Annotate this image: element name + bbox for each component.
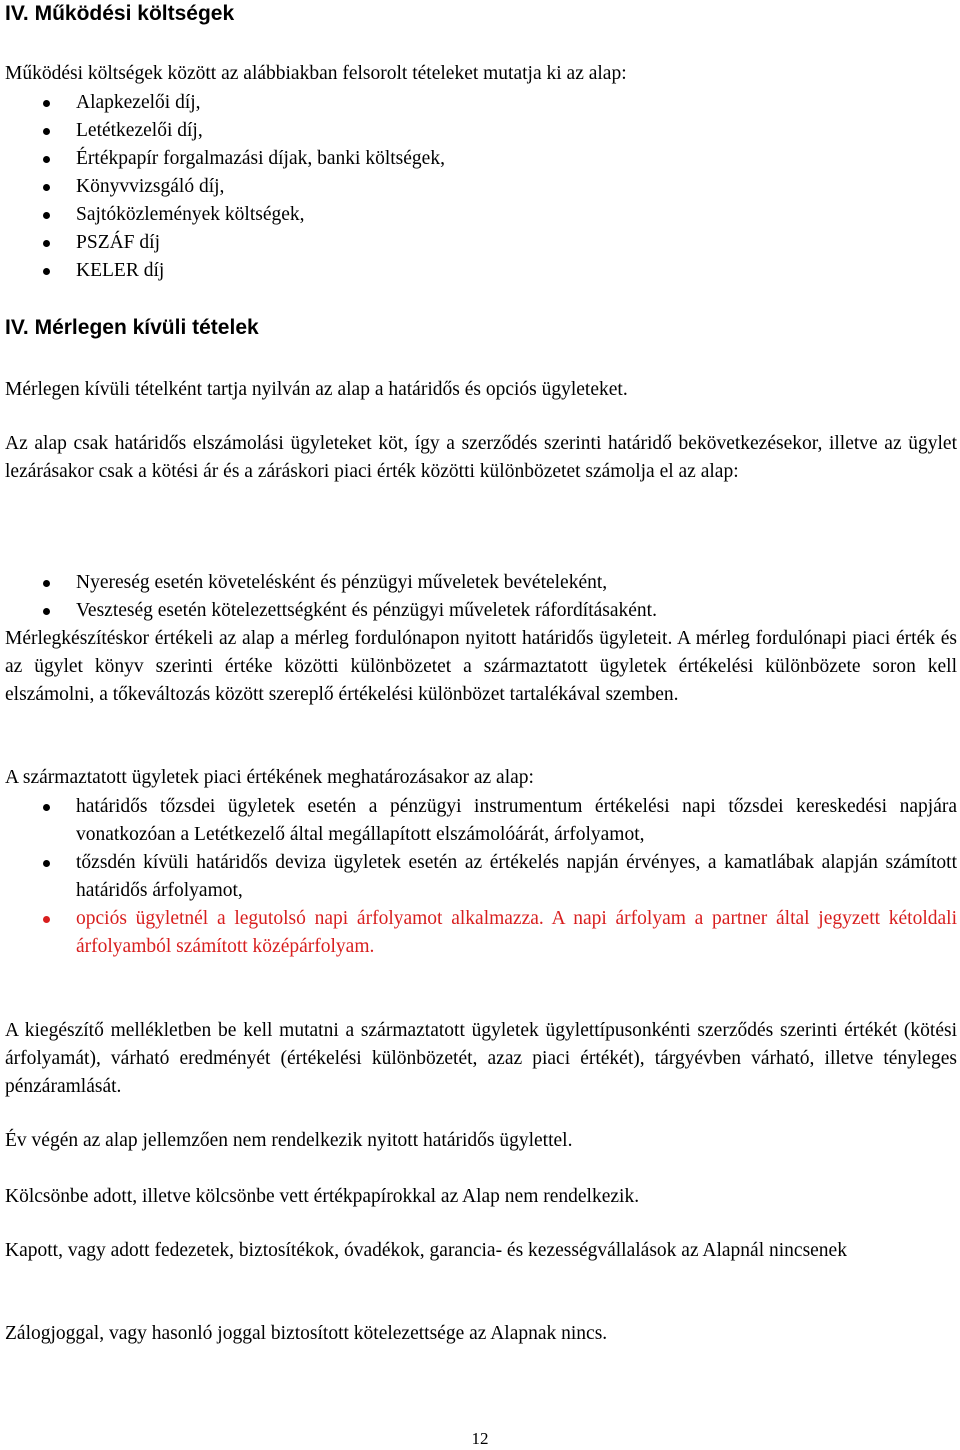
profit-loss-list	[5, 569, 957, 625]
operating-costs-intro: Működési költségek között az alábbiakban felsorolt tételeket mutatja ki az alap:	[5, 63, 627, 84]
bullet-icon	[43, 128, 50, 135]
bullet-icon	[43, 860, 50, 867]
list-item: Könyvvizsgáló díj,	[5, 173, 957, 201]
bullet-icon	[43, 804, 50, 811]
list-item: KELER díj	[5, 257, 957, 285]
bullet-icon	[43, 580, 50, 587]
list-item: Nyereség esetén követelésként és pénzügyi műveletek bevételeként,	[5, 569, 957, 597]
bullet-icon	[43, 212, 50, 219]
operating-costs-list	[5, 89, 957, 285]
section-heading-off-balance: IV. Mérlegen kívüli tételek	[5, 316, 259, 339]
section-heading-operating-costs: IV. Működési költségek	[5, 2, 235, 25]
collateral-paragraph: Kapott, vagy adott fedezetek, biztosítékok, óvadékok, garancia- és kezességvállalások az Alapnál nincsenek	[5, 1240, 847, 1261]
year-end-paragraph: Év végén az alap jellemzően nem rendelkezik nyitott határidős ügylettel.	[5, 1130, 573, 1151]
list-item: Alapkezelői díj,	[5, 89, 957, 117]
list-item-highlighted: opciós ügyletnél a legutolsó napi árfolyamot alkalmazza. A napi árfolyam a partner által jegyzett kétoldali árfolyamból számított középárfolyam.	[5, 905, 957, 961]
derivatives-valuation-list	[5, 793, 957, 961]
list-item: határidős tőzsdei ügyletek esetén a pénzügyi instrumentum értékelési napi tőzsdei kereskedési napjára vonatkozóan a Letétkezelő által megállapított elszámolóárát, árfolyamot,	[5, 793, 957, 849]
bullet-icon	[43, 240, 50, 247]
derivatives-intro: A származtatott ügyletek piaci értékének meghatározásakor az alap:	[5, 767, 534, 788]
valuation-paragraph: Mérlegkészítéskor értékeli az alap a mérleg fordulónapon nyitott határidős ügyleteit. A mérleg fordulónapi piaci érték és az ügylet könyv szerinti értéke közötti különbözetet a származtatott ügyletek értékelési különbözete soron kell elszámolni, a tőkeváltozás között szereplő értékelési különbözet tartalékával szemben.	[5, 628, 957, 705]
list-item: Sajtóközlemények költségek,	[5, 201, 957, 229]
list-item: Letétkezelői díj,	[5, 117, 957, 145]
bullet-icon	[43, 916, 50, 923]
lien-paragraph: Zálogjoggal, vagy hasonló joggal biztosított kötelezettsége az Alapnak nincs.	[5, 1323, 608, 1344]
bullet-icon	[43, 100, 50, 107]
bullet-icon	[43, 268, 50, 275]
list-item: PSZÁF díj	[5, 229, 957, 257]
list-item: Veszteség esetén kötelezettségként és pénzügyi műveletek ráfordításaként.	[5, 597, 957, 625]
page-number: 12	[471, 1429, 489, 1448]
supplement-paragraph: A kiegészítő mellékletben be kell mutatni a származtatott ügyletek ügylettípusonkénti szerződés szerinti értékét (kötési árfolyamát), várható eredményét (értékelési különbözetét, azaz piaci értékét), tárgyévben várható, illetve tényleges pénzáramlását.	[5, 1020, 957, 1097]
off-balance-paragraph-1: Mérlegen kívüli tételként tartja nyilván az alap a határidős és opciós ügyleteket.	[5, 379, 628, 400]
list-item: Értékpapír forgalmazási díjak, banki költségek,	[5, 145, 957, 173]
bullet-icon	[43, 156, 50, 163]
off-balance-paragraph-2: Az alap csak határidős elszámolási ügyleteket köt, így a szerződés szerinti határidő bekövetkezésekor, illetve az ügylet lezárásakor csak a kötési ár és a záráskori piaci érték közötti különbözetet számolja el az alap:	[5, 433, 957, 482]
securities-lending-paragraph: Kölcsönbe adott, illetve kölcsönbe vett értékpapírokkal az Alap nem rendelkezik.	[5, 1186, 640, 1207]
list-item: tőzsdén kívüli határidős deviza ügyletek esetén az értékelés napján érvényes, a kamatlábak alapján számított határidős árfolyamot,	[5, 849, 957, 905]
bullet-icon	[43, 608, 50, 615]
bullet-icon	[43, 184, 50, 191]
